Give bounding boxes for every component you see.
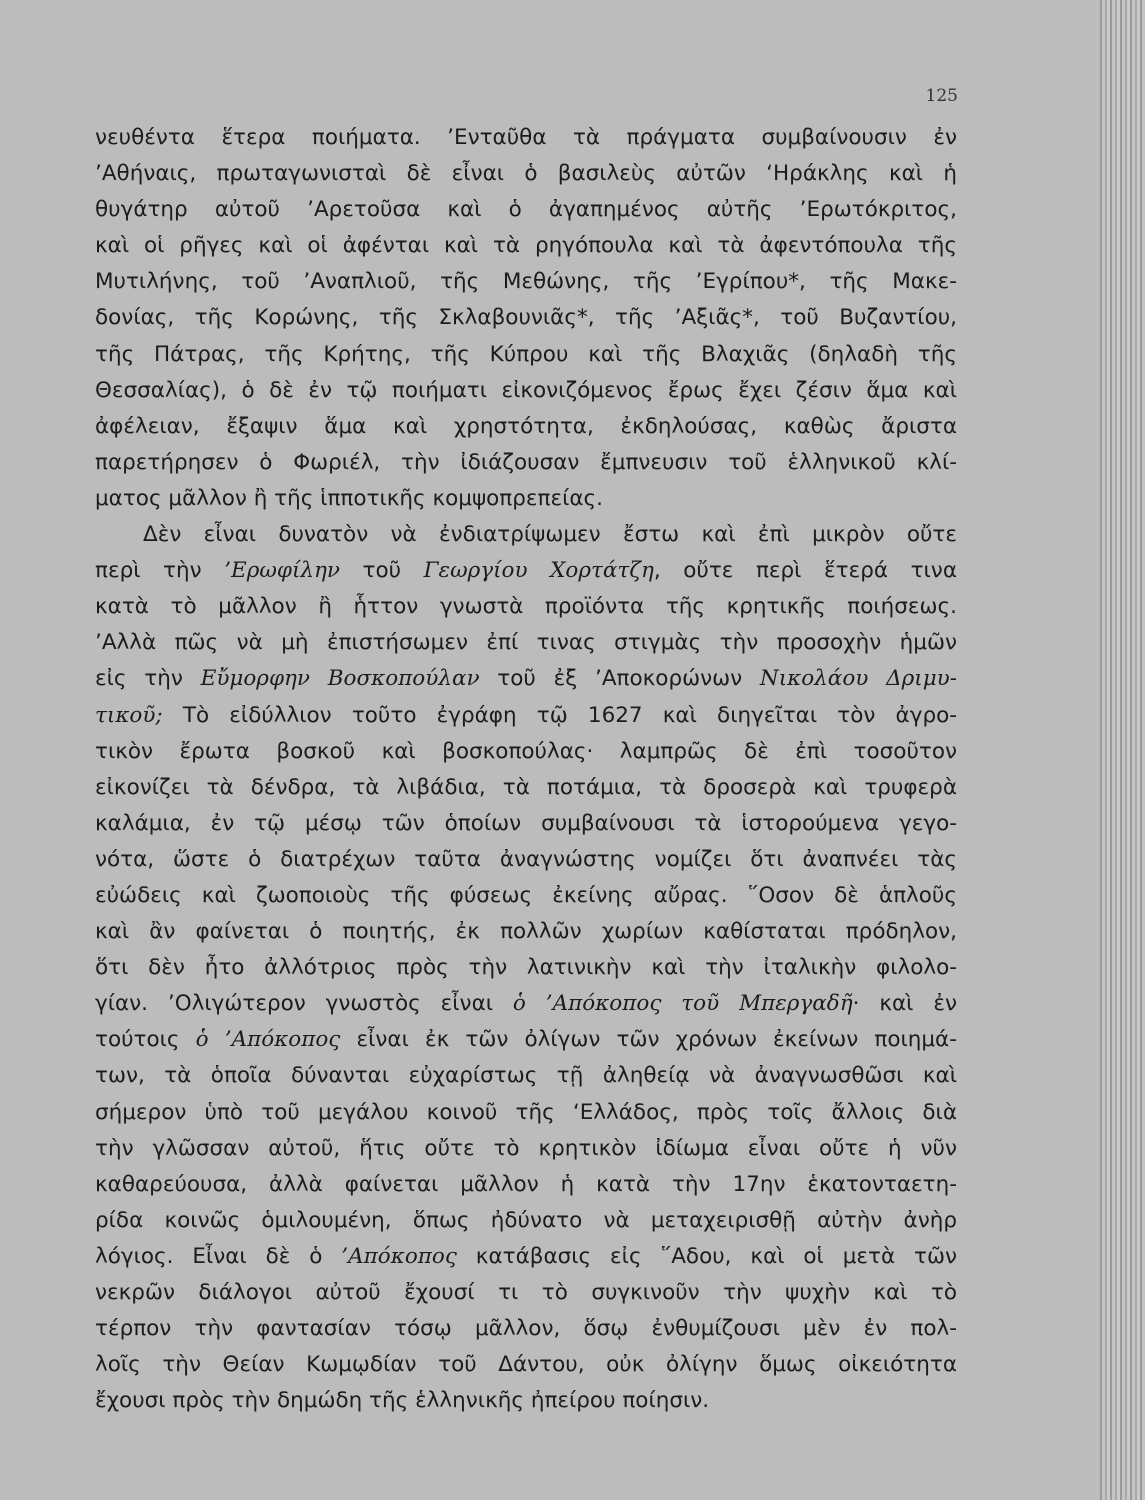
text-line	[95, 1239, 957, 1275]
text-segment: εἰς τὴν	[95, 666, 201, 692]
text-line	[95, 661, 957, 697]
text-line: καθαρεύουσα, ἀλλὰ φαίνεται μᾶλλον ἡ κατὰ τὴν 17ην ἑκατονταετη-	[95, 1171, 957, 1197]
text-line	[95, 698, 957, 734]
text-segment: Τὸ εἰδύλλιον τοῦτο ἐγράφη τῷ 1627 καὶ διηγεῖται τὸν ἀγρο-	[162, 702, 957, 728]
page-edge	[1100, 0, 1145, 1500]
text-line: ’Αλλὰ πῶς νὰ μὴ ἐπιστήσωμεν ἐπί τινας στιγμὰς τὴν προσοχὴν ἡμῶν	[95, 630, 957, 656]
text-line: Μυτιλήνης, τοῦ ’Αναπλιοῦ, τῆς Μεθώνης, τῆς ’Εγρίπου*, τῆς Μακε-	[95, 269, 957, 295]
text-line: λοῖς τὴν Θείαν Κωμῳδίαν τοῦ Δάντου, οὐκ ὀλίγην ὅμως οἰκειότητα	[95, 1352, 957, 1378]
italic-title: ’Ερωφίλην	[224, 558, 340, 584]
italic-title: Εὔμορφην Βοσκοπούλαν	[200, 666, 480, 692]
text-segment: λόγιος. Εἶναι δὲ ὁ	[95, 1243, 342, 1269]
italic-title: ’Απόκοπος	[341, 1243, 457, 1269]
italic-title: ὁ ’Απόκοπος τοῦ Μπεργαδῆ	[512, 991, 853, 1017]
text-line: θυγάτηρ αὐτοῦ ’Αρετοῦσα καὶ ὁ ἀγαπημένος αὐτῆς ’Ερωτόκριτος,	[95, 197, 957, 223]
page-number: 125	[925, 86, 958, 106]
text-line	[95, 986, 957, 1022]
text-line: ὅτι δὲν ἦτο ἀλλότριος πρὸς τὴν λατινικὴν καὶ τὴν ἰταλικὴν φιλολο-	[95, 955, 957, 981]
text-line: εὐώδεις καὶ ζωοποιοὺς τῆς φύσεως ἐκείνης αὔρας. ῞Οσον δὲ ἁπλοῦς	[95, 882, 957, 908]
text-line: τὴν γλῶσσαν αὐτοῦ, ἥτις οὔτε τὸ κρητικὸν ἰδίωμα εἶναι οὔτε ἡ νῦν	[95, 1135, 957, 1161]
text-line: Θεσσαλίας), ὁ δὲ ἐν τῷ ποιήματι εἰκονιζόμενος ἔρως ἔχει ζέσιν ἅμα καὶ	[95, 377, 957, 403]
text-segment: τούτοις	[95, 1027, 196, 1053]
text-segment: , οὔτε περὶ ἕτερά τινα	[653, 558, 957, 584]
italic-title: Γεωργίου Χορτάτζη	[423, 558, 654, 584]
body-text	[95, 120, 957, 1419]
text-line: καὶ ἂν φαίνεται ὁ ποιητής, ἐκ πολλῶν χωρίων καθίσταται πρόδηλον,	[95, 919, 957, 945]
italic-title: Νικολάου Δριμυ-	[759, 666, 958, 692]
text-segment: γίαν. ’Ολιγώτερον γνωστὸς εἶναι	[95, 991, 513, 1017]
text-line	[95, 1022, 957, 1058]
text-segment: κατάβασις εἰς ῞Αδου, καὶ οἱ μετὰ τῶν	[456, 1243, 957, 1269]
text-line: εἰκονίζει τὰ δένδρα, τὰ λιβάδια, τὰ ποτάμια, τὰ δροσερὰ καὶ τρυφερὰ	[95, 774, 957, 800]
text-line: ματος μᾶλλον ἢ τῆς ἱπποτικῆς κομψοπρεπείας.	[95, 485, 603, 511]
text-line: καλάμια, ἐν τῷ μέσῳ τῶν ὁποίων συμβαίνουσι τὰ ἱστορούμενα γεγο-	[95, 810, 957, 836]
text-segment: τοῦ	[339, 558, 424, 584]
text-line: νότα, ὥστε ὁ διατρέχων ταῦτα ἀναγνώστης νομίζει ὅτι ἀναπνέει τὰς	[95, 846, 957, 872]
text-line: Δὲν εἶναι δυνατὸν νὰ ἐνδιατρίψωμεν ἔστω καὶ ἐπὶ μικρὸν οὔτε	[143, 522, 957, 548]
text-line: των, τὰ ὁποῖα δύνανται εὐχαρίστως τῇ ἀληθείᾳ νὰ ἀναγνωσθῶσι καὶ	[95, 1063, 957, 1089]
text-segment: εἶναι ἐκ τῶν ὀλίγων τῶν χρόνων ἐκείνων ποιημά-	[340, 1027, 957, 1053]
text-line: παρετήρησεν ὁ Φωριέλ, τὴν ἰδιάζουσαν ἔμπνευσιν τοῦ ἑλληνικοῦ κλί-	[95, 449, 957, 475]
text-segment: περὶ τὴν	[95, 558, 225, 584]
text-line: τῆς Πάτρας, τῆς Κρήτης, τῆς Κύπρου καὶ τῆς Βλαχιᾶς (δηλαδὴ τῆς	[95, 341, 957, 367]
text-line: κατὰ τὸ μᾶλλον ἢ ἧττον γνωστὰ προϊόντα τῆς κρητικῆς ποιήσεως.	[95, 594, 957, 620]
italic-title: τικοῦ;	[95, 702, 163, 728]
text-line: σήμερον ὑπὸ τοῦ μεγάλου κοινοῦ τῆς ‘Ελλάδος, πρὸς τοῖς ἄλλοις διὰ	[95, 1099, 957, 1125]
text-line: νευθέντα ἕτερα ποιήματα. ’Ενταῦθα τὰ πράγματα συμβαίνουσιν ἐν	[95, 125, 957, 150]
text-line: τέρπον τὴν φαντασίαν τόσῳ μᾶλλον, ὅσῳ ἐνθυμίζουσι μὲν ἐν πολ-	[95, 1316, 957, 1342]
text-line: καὶ οἱ ρῆγες καὶ οἱ ἀφένται καὶ τὰ ρηγόπουλα καὶ τὰ ἀφεντόπουλα τῆς	[95, 233, 957, 259]
text-line: δονίας, τῆς Κορώνης, τῆς Σκλαβουνιᾶς*, τῆς ’Αξιᾶς*, τοῦ Βυζαντίου,	[95, 305, 957, 331]
text-line: τικὸν ἔρωτα βοσκοῦ καὶ βοσκοπούλας· λαμπρῶς δὲ ἐπὶ τοσοῦτον	[95, 738, 957, 764]
text-segment: τοῦ ἐξ ’Αποκορώνων	[479, 666, 760, 692]
text-line	[95, 553, 957, 589]
text-line: ἔχουσι πρὸς τὴν δημώδη τῆς ἑλληνικῆς ἠπείρου ποίησιν.	[95, 1388, 710, 1414]
text-segment: · καὶ ἐν	[852, 991, 957, 1017]
text-line: νεκρῶν διάλογοι αὐτοῦ ἔχουσί τι τὸ συγκινοῦν τὴν ψυχὴν καὶ τὸ	[95, 1280, 957, 1305]
text-line: ρίδα κοινῶς ὁμιλουμένη, ὅπως ἠδύνατο νὰ μεταχειρισθῇ αὐτὴν ἀνὴρ	[95, 1207, 957, 1233]
text-line: ’Αθήναις, πρωταγωνισταὶ δὲ εἶναι ὁ βασιλεὺς αὐτῶν ‘Ηράκλης καὶ ἡ	[95, 161, 957, 187]
italic-title: ὁ ’Απόκοπος	[195, 1027, 341, 1053]
text-line: ἀφέλειαν, ἔξαψιν ἅμα καὶ χρηστότητα, ἐκδηλούσας, καθὼς ἄριστα	[95, 413, 957, 439]
